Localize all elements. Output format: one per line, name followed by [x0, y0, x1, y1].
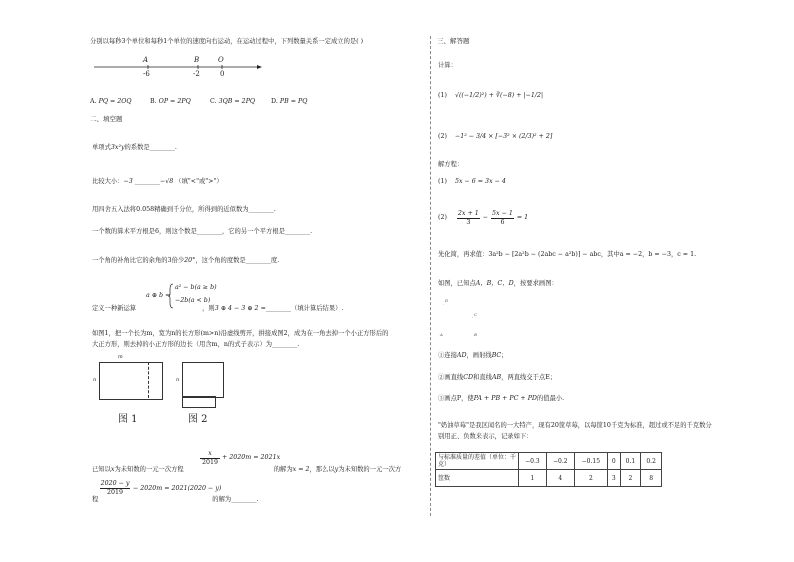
figure-1-dashed-line [148, 362, 149, 398]
strawberry-table [435, 452, 662, 487]
table-head-diff: 与标准质量的差值（单位：千克） [436, 453, 519, 470]
table-cell: −0.15 [574, 453, 607, 470]
table-cell: 1 [519, 470, 547, 487]
table-cell: −0.3 [519, 453, 547, 470]
table-head-count: 筐数 [436, 470, 519, 487]
point-d-label: D [445, 298, 449, 303]
question-2: 比较大小：−3 ________−√8 （填"<"或">"） [92, 178, 223, 185]
question-8-fraction2: 2020 − y 2019 [100, 480, 130, 496]
table-cell: 8 [641, 470, 662, 487]
figure-1-rectangle [99, 362, 163, 400]
option-a[interactable]: A. PQ = 2OQ [90, 98, 132, 105]
numline-label-o: O [218, 56, 224, 64]
question-7-line1: 如图1，把一个长为m，宽为n的长方形(m>n)沿虚线剪开，拼接成图2，成为在一角去掉一个小正方形后的 [92, 330, 389, 337]
question-1: 单项式3x²y的系数是________. [92, 144, 177, 151]
figure-1-label-m: m [118, 354, 123, 360]
strawberry-question-line2: 别用正、负数来表示，记录如下： [438, 433, 533, 440]
question-3: 用四舍五入法将0.058精确到千分位，所得到的近似数为________. [92, 206, 276, 213]
table-cell: 0 [608, 453, 621, 470]
question-6-case1: a² − b(a ≥ b) [175, 284, 217, 291]
number-line [92, 54, 262, 80]
table-cell: 3 [608, 470, 621, 487]
table-row [436, 470, 662, 487]
option-d[interactable]: D. PB = PQ [271, 98, 308, 105]
section-answer-title: 三、解答题 [437, 37, 470, 45]
numline-tick-neg6: -6 [143, 70, 150, 78]
point-d-dot: · [443, 302, 445, 307]
table-cell: −0.2 [546, 453, 574, 470]
question-4: 一个数的算术平方根是6，则这个数是________，它的另一个平方根是________. [92, 228, 313, 235]
question-8-line2: 程 的解为________. [92, 496, 259, 503]
column-divider [430, 36, 431, 516]
figure-2-strip [182, 396, 216, 408]
option-b[interactable]: B. OP = 2PQ [150, 98, 191, 105]
question-6-case2: −2b(a < b) [175, 297, 211, 304]
question-8-fraction: x 2019 [201, 450, 219, 466]
table-row [436, 453, 662, 470]
figure-1-label-n: n [93, 377, 97, 383]
point-c-dot: · [472, 315, 474, 320]
question-8-line1: 已知以x为未知数的一元一次方程 的解为x = 2，那么以y为未知数的一元一次方 [92, 466, 402, 473]
table-cell: 4 [546, 470, 574, 487]
point-c-label: C [474, 312, 478, 317]
draw-step-3: ③画点P，使PA + PB + PC + PD的值最小. [438, 395, 565, 402]
calc-1: (1) √((−1/2)²) + ∛(−8) + |−1/2| [438, 92, 544, 99]
question-6-operator: a ⊕ b = [146, 292, 171, 299]
solve-1: (1) 5x − 6 = 3x − 4 [438, 178, 506, 185]
solve-2: (2) 2x + 1 3 − $\frac{5x - 1}{6}$ = 1 [438, 210, 529, 226]
draw-step-1: ①连接AD，画射线BC； [438, 352, 508, 359]
figure-2-label-n: n [176, 377, 180, 383]
question-5: 一个角的补角比它的余角的3倍少20°，这个角的度数是________度. [92, 257, 280, 264]
table-cell: 2 [620, 470, 641, 487]
point-a-label: A [440, 332, 443, 337]
draw-step-2: ②画直线CD和直线AB，两直线交于点E； [438, 374, 557, 381]
numline-tick-neg2: -2 [193, 70, 200, 78]
table-cell: 2 [574, 470, 607, 487]
figure-1-caption: 图 1 [118, 414, 138, 425]
simplify-question: 先化简，再求值：3a²b − [2a²b − (2abc − a²b)] − abc，其中a = −2，b = −3，c = 1. [438, 251, 697, 258]
question-8-eq2: − 2020m = 2021(2020 − y) [133, 485, 222, 492]
numline-label-b: B [194, 56, 200, 64]
calc-2: (2) −1² − 3/4 × [−3² × (2/3)² + 2] [438, 133, 553, 140]
table-cell: 0.2 [641, 453, 662, 470]
q-motion-text: 分别以每秒3个单位和每秒1个单位的速度向右运动，在运动过程中，下列数量关系一定成立的是( ) [90, 38, 364, 45]
draw-intro: 如图，已知点A，B，C，D，按要求画图： [438, 280, 558, 287]
point-b-label: B [474, 332, 477, 337]
option-c[interactable]: C. 3QB = 2PQ [210, 98, 256, 105]
numline-tick-0: 0 [220, 70, 225, 78]
table-cell: 0.1 [620, 453, 641, 470]
solve-label: 解方程： [438, 161, 464, 168]
section-fill-blank-title: 二、填空题 [90, 115, 123, 123]
numline-label-a: A [143, 56, 149, 64]
calc-label: 计算： [438, 62, 457, 69]
figure-2-caption: 图 2 [188, 414, 208, 425]
question-6: 定义一种新运算 ，则3 ⊕ 4 − 3 ⊕ 2 =________（填计算后结果）. [92, 305, 344, 312]
question-7-line2: 大正方形，则去掉的小正方形的边长（用含m，n的式子表示）为________. [92, 341, 300, 348]
figure-2-big-square [182, 362, 224, 398]
question-8-eq: + 2020m = 2021x [222, 454, 281, 461]
strawberry-question-line1: "奶油草莓"是我区闻名的一大特产，现有20筐草莓，以每筐10千克为标准，超过或不足的千克数分 [438, 422, 712, 429]
